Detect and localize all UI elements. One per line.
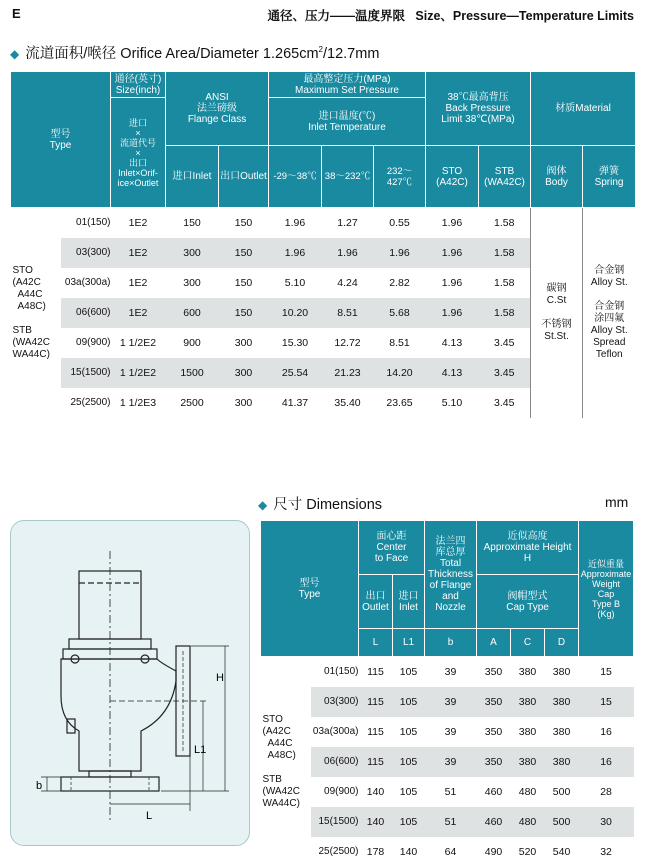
class-cell: 09(900) <box>311 777 359 807</box>
col-ansi: ANSI 法兰磅级 Flange Class <box>166 72 269 146</box>
pressure-cell: 5.10 <box>269 268 322 298</box>
dim-label-L: L <box>146 810 152 822</box>
inlet-class-cell: 900 <box>166 328 219 358</box>
dim-D-cell: 540 <box>545 837 579 867</box>
dim-D-cell: 500 <box>545 807 579 837</box>
back-pressure-sto-cell: 1.96 <box>426 298 479 328</box>
dim-C-cell: 380 <box>511 717 545 747</box>
outlet-class-cell: 300 <box>219 328 269 358</box>
col-D: D <box>545 629 579 657</box>
dim-A-cell: 350 <box>477 687 511 717</box>
pressure-cell: 14.20 <box>374 358 426 388</box>
col-size: 通径(英寸) Size(inch) <box>111 72 166 98</box>
class-cell: 25(2500) <box>311 837 359 867</box>
weight-cell: 16 <box>579 747 634 777</box>
dim-C-cell: 380 <box>511 687 545 717</box>
col-type: 型号 Type <box>11 72 111 208</box>
page-title: 通径、压力——温度界限 Size、Pressure—Temperature Limits <box>267 6 634 24</box>
section-dimensions-title <box>258 493 382 514</box>
dim-A-cell: 350 <box>477 657 511 688</box>
inlet-class-cell: 1500 <box>166 358 219 388</box>
col-size-sub: 进口 × 流道代号 × 出口 Inlet×Orif- ice×Outlet <box>111 98 166 208</box>
table-row <box>261 657 634 688</box>
outlet-class-cell: 150 <box>219 238 269 268</box>
back-pressure-sto-cell: 1.96 <box>426 208 479 239</box>
dim-label-L1: L1 <box>194 744 206 756</box>
pressure-cell: 8.51 <box>374 328 426 358</box>
section-orifice-title <box>10 42 379 63</box>
valve-drawing <box>11 521 249 845</box>
dim-C-cell: 380 <box>511 747 545 777</box>
col-ansi-inlet: 进口Inlet <box>166 146 219 208</box>
dim-L1-cell: 105 <box>393 777 425 807</box>
back-pressure-sto-cell: 5.10 <box>426 388 479 418</box>
dim-b-cell: 51 <box>425 777 477 807</box>
dim-b-cell: 64 <box>425 837 477 867</box>
dimensions-table <box>260 520 634 867</box>
col-spring: 弹簧 Spring <box>583 146 636 208</box>
size-cell: 1 1/2E2 <box>111 358 166 388</box>
outlet-class-cell: 150 <box>219 208 269 239</box>
back-pressure-sto-cell: 1.96 <box>426 238 479 268</box>
inlet-class-cell: 600 <box>166 298 219 328</box>
col-material: 材质Material <box>531 72 636 146</box>
dim-L1-cell: 105 <box>393 747 425 777</box>
dim-L1-cell: 105 <box>393 687 425 717</box>
pressure-cell: 8.51 <box>322 298 374 328</box>
pressure-cell: 35.40 <box>322 388 374 418</box>
back-pressure-stb-cell: 1.58 <box>479 208 531 239</box>
dim-C-cell: 480 <box>511 777 545 807</box>
weight-cell: 15 <box>579 687 634 717</box>
dim-b-cell: 39 <box>425 687 477 717</box>
col-approx-height: 近似高度 Approximate Height H <box>477 521 579 575</box>
col-total-thickness: 法兰四 库总厚 Total Thickness of Flange and Nozzle <box>425 521 477 629</box>
col-ansi-outlet: 出口Outlet <box>219 146 269 208</box>
dim-b-cell: 51 <box>425 807 477 837</box>
weight-cell: 28 <box>579 777 634 807</box>
pressure-cell: 21.23 <box>322 358 374 388</box>
back-pressure-stb-cell: 3.45 <box>479 388 531 418</box>
col-b: b <box>425 629 477 657</box>
section-title-text: 尺寸 Dimensions <box>273 497 382 513</box>
pressure-cell: 2.82 <box>374 268 426 298</box>
pressure-cell: 1.96 <box>269 208 322 239</box>
back-pressure-stb-cell: 1.58 <box>479 268 531 298</box>
col-temp-1: -29～38℃ <box>269 146 322 208</box>
dim-b-cell: 39 <box>425 747 477 777</box>
class-cell: 15(1500) <box>311 807 361 837</box>
dim-L-cell: 140 <box>359 807 393 837</box>
inlet-class-cell: 300 <box>166 268 219 298</box>
col-L1: L1 <box>393 629 425 657</box>
dim-b-cell: 39 <box>425 657 477 688</box>
type-label-text: STO (A42C A44C A48C) STB (WA42C WA44C) <box>13 265 61 361</box>
weight-cell: 15 <box>579 657 634 688</box>
dim-D-cell: 380 <box>545 717 579 747</box>
col-temp-3: 232～427℃ <box>374 146 426 208</box>
table-row <box>11 208 636 239</box>
outlet-class-cell: 300 <box>219 358 269 388</box>
dim-C-cell: 380 <box>511 657 545 688</box>
col-back-pressure: 38℃最高背压 Back Pressure Limit 38℃(MPa) <box>426 72 531 146</box>
dim-L-cell: 115 <box>359 657 393 688</box>
class-cell: 01(150) <box>311 657 359 687</box>
pressure-cell: 1.96 <box>374 238 426 268</box>
weight-cell: 16 <box>579 717 634 747</box>
diamond-bullet-icon: ◆ <box>10 47 19 61</box>
back-pressure-sto-cell: 1.96 <box>426 268 479 298</box>
dim-b-cell: 39 <box>425 717 477 747</box>
dim-A-cell: 460 <box>477 807 511 837</box>
outlet-class-cell: 300 <box>219 388 269 418</box>
class-cell: 03a(300a) <box>61 268 111 298</box>
dimensions-unit: mm <box>605 494 628 510</box>
dim-C-cell: 480 <box>511 807 545 837</box>
body-material: 碳钢 C.St 不锈钢 St.St. <box>531 208 583 419</box>
col-max-set: 最高整定压力(MPa) Maximum Set Pressure <box>269 72 426 98</box>
col-body: 阀体 Body <box>531 146 583 208</box>
class-cell: 03a(300a) <box>311 717 359 747</box>
inlet-class-cell: 150 <box>166 208 219 239</box>
dim-D-cell: 380 <box>545 657 579 688</box>
dim-A-cell: 350 <box>477 717 511 747</box>
dim-L-cell: 115 <box>359 717 393 747</box>
spring-material: 合金钢 Alloy St. 合金钢 涂四氟 Alloy St. Spread Teflon <box>583 208 636 419</box>
pressure-cell: 1.27 <box>322 208 374 239</box>
pressure-cell: 0.55 <box>374 208 426 239</box>
col-type: 型号 Type <box>261 521 359 657</box>
section-title-text: 流道面积/喉径 Orifice Area/Diameter 1.265cm <box>25 46 318 62</box>
inlet-class-cell: 2500 <box>166 388 219 418</box>
inlet-class-cell: 300 <box>166 238 219 268</box>
pressure-cell: 4.24 <box>322 268 374 298</box>
size-cell: 1E2 <box>111 238 166 268</box>
col-sto: STO (A42C) <box>426 146 479 208</box>
dim-label-H: H <box>216 672 224 684</box>
col-inlet: 进口 Inlet <box>393 575 425 629</box>
pressure-temperature-table <box>10 71 636 418</box>
class-cell: 09(900) <box>61 328 111 358</box>
dim-L1-cell: 105 <box>393 807 425 837</box>
dim-A-cell: 490 <box>477 837 511 867</box>
class-cell: 01(150) <box>61 208 111 238</box>
back-pressure-sto-cell: 4.13 <box>426 358 479 388</box>
col-cap-type: 阀帽型式 Cap Type <box>477 575 579 629</box>
page-section-letter: E <box>12 6 21 21</box>
size-cell: 1E2 <box>111 268 166 298</box>
pressure-cell: 12.72 <box>322 328 374 358</box>
col-temp-2: 38～232℃ <box>322 146 374 208</box>
pressure-cell: 15.30 <box>269 328 322 358</box>
back-pressure-stb-cell: 1.58 <box>479 238 531 268</box>
col-weight: 近似重量 Approximate Weight Cap Type B (Kg) <box>579 521 634 657</box>
class-cell: 06(600) <box>311 747 361 777</box>
back-pressure-stb-cell: 3.45 <box>479 358 531 388</box>
pressure-cell: 41.37 <box>269 388 322 418</box>
class-cell: 03(300) <box>61 238 113 268</box>
size-cell: 1 1/2E3 <box>111 388 166 418</box>
pressure-cell: 23.65 <box>374 388 426 418</box>
col-outlet: 出口 Outlet <box>359 575 393 629</box>
outlet-class-cell: 150 <box>219 298 269 328</box>
size-cell: 1E2 <box>111 298 166 328</box>
dim-L1-cell: 140 <box>393 837 425 867</box>
class-cell: 03(300) <box>311 687 361 717</box>
pressure-cell: 10.20 <box>269 298 322 328</box>
dim-D-cell: 380 <box>545 687 579 717</box>
class-cell: 06(600) <box>61 298 113 328</box>
dim-label-b: b <box>36 780 42 792</box>
type-label-text: STO (A42C A44C A48C) STB (WA42C WA44C) <box>263 714 311 810</box>
dim-C-cell: 520 <box>511 837 545 867</box>
dim-A-cell: 460 <box>477 777 511 807</box>
diamond-bullet-icon: ◆ <box>258 498 267 512</box>
class-cell: 25(2500) <box>61 388 111 418</box>
back-pressure-stb-cell: 1.58 <box>479 298 531 328</box>
class-column <box>311 657 359 867</box>
dim-L1-cell: 105 <box>393 657 425 688</box>
pressure-cell: 1.96 <box>322 238 374 268</box>
pressure-cell: 25.54 <box>269 358 322 388</box>
section-title-sup: 2 <box>319 45 323 54</box>
dim-L-cell: 140 <box>359 777 393 807</box>
back-pressure-stb-cell: 3.45 <box>479 328 531 358</box>
section-title-tail: /12.7mm <box>323 46 379 62</box>
valve-drawing-panel <box>10 520 250 846</box>
size-cell: 1 1/2E2 <box>111 328 166 358</box>
dim-L-cell: 178 <box>359 837 393 867</box>
col-L: L <box>359 629 393 657</box>
col-inlet-temp: 进口温度(℃) Inlet Temperature <box>269 98 426 146</box>
col-center-to-face: 面心距 Center to Face <box>359 521 425 575</box>
pressure-cell: 5.68 <box>374 298 426 328</box>
pressure-cell: 1.96 <box>269 238 322 268</box>
outlet-class-cell: 150 <box>219 268 269 298</box>
dim-L-cell: 115 <box>359 747 393 777</box>
type-label <box>261 657 359 867</box>
dim-A-cell: 350 <box>477 747 511 777</box>
weight-cell: 30 <box>579 807 634 837</box>
size-cell: 1E2 <box>111 208 166 239</box>
dim-L1-cell: 105 <box>393 717 425 747</box>
col-A: A <box>477 629 511 657</box>
back-pressure-sto-cell: 4.13 <box>426 328 479 358</box>
type-label <box>11 208 111 419</box>
dim-L-cell: 115 <box>359 687 393 717</box>
weight-cell: 32 <box>579 837 634 867</box>
dim-D-cell: 380 <box>545 747 579 777</box>
class-column <box>61 208 111 418</box>
col-C: C <box>511 629 545 657</box>
col-stb: STB (WA42C) <box>479 146 531 208</box>
dim-D-cell: 500 <box>545 777 579 807</box>
class-cell: 15(1500) <box>61 358 113 388</box>
